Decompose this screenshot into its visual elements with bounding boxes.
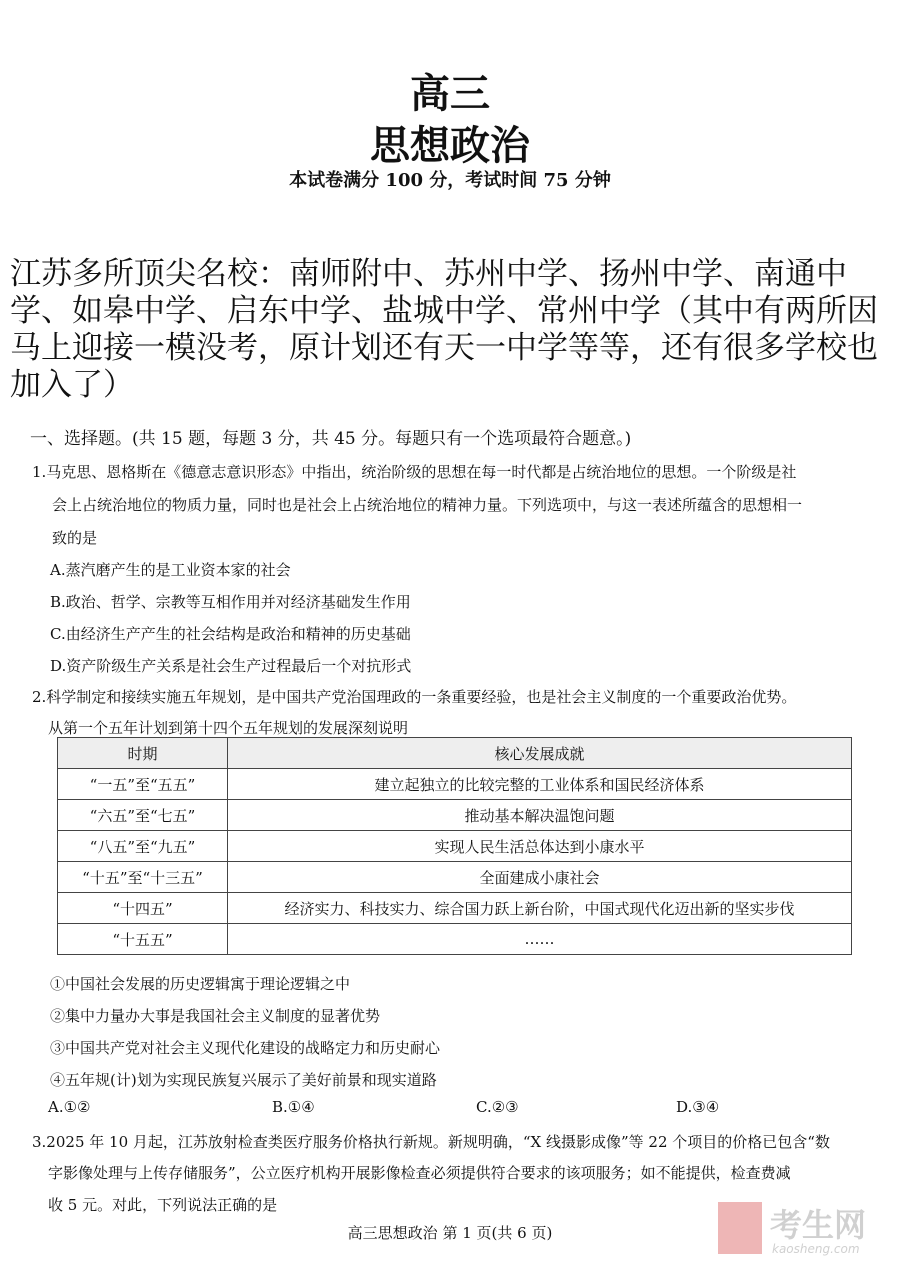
table-cell-period: “十五”至“十三五” [58, 862, 228, 893]
logo-icon [718, 1202, 762, 1254]
table-cell-period: “十五五” [58, 924, 228, 955]
q1-line3: 致的是 [52, 529, 98, 547]
q2-choice-b: B.①④ [272, 1098, 315, 1116]
q2-choice-d: D.③④ [676, 1098, 720, 1116]
table-row [58, 893, 852, 924]
q3-line2: 字影像处理与上传存储服务”，公立医疗机构开展影像检查必须提供符合要求的该项服务；如不能提供，检查费减 [48, 1164, 791, 1182]
table-header-row [58, 738, 852, 769]
table-cell-period: “一五”至“五五” [58, 769, 228, 800]
watermark-logo [718, 1198, 878, 1260]
q1-option-a: A.蒸汽磨产生的是工业资本家的社会 [50, 561, 291, 579]
q1-line1: 1.马克思、恩格斯在《德意志意识形态》中指出，统治阶级的思想在每一时代都是占统治地位的思想。一个阶级是社 [32, 463, 797, 481]
q2-line2: 从第一个五年计划到第十四个五年规划的发展深刻说明 [48, 719, 409, 737]
q3-line1: 3.2025 年 10 月起，江苏放射检查类医疗服务价格执行新规。新规明确，“X 线摄影成像”等 22 个项目的价格已包含“数 [32, 1133, 830, 1151]
table-row [58, 831, 852, 862]
q2-statement-4: ④五年规(计)划为实现民族复兴展示了美好前景和现实道路 [50, 1071, 437, 1089]
logo-name: 考生网 [770, 1206, 867, 1244]
q1-option-d: D.资产阶级生产关系是社会生产过程最后一个对抗形式 [50, 657, 412, 675]
exam-info: 本试卷满分 100 分，考试时间 75 分钟 [289, 170, 611, 191]
table-cell-achievement: 经济实力、科技实力、综合国力跃上新台阶，中国式现代化迈出新的坚实步伐 [228, 893, 852, 924]
table-row [58, 800, 852, 831]
table-cell-achievement: 实现人民生活总体达到小康水平 [228, 831, 852, 862]
q2-statement-3: ③中国共产党对社会主义现代化建设的战略定力和历史耐心 [50, 1039, 441, 1057]
table-cell-period: “十四五” [58, 893, 228, 924]
table-row [58, 924, 852, 955]
schools-note: 江苏多所顶尖名校：南师附中、苏州中学、扬州中学、南通中学、如皋中学、启东中学、盐城中学、常州中学（其中有两所因马上迎接一模没考，原计划还有天一中学等等，还有很多学校也加入了） [10, 256, 878, 403]
section-title: 一、选择题。(共 15 题，每题 3 分，共 45 分。每题只有一个选项最符合题意。) [30, 429, 632, 449]
subject-title: 思想政治 [370, 122, 530, 169]
five-year-plan-table [57, 737, 852, 955]
grade-title: 高三 [410, 70, 490, 117]
table-cell-achievement: 全面建成小康社会 [228, 862, 852, 893]
table-cell-achievement: 建立起独立的比较完整的工业体系和国民经济体系 [228, 769, 852, 800]
table-row [58, 862, 852, 893]
q2-choice-a: A.①② [48, 1098, 91, 1116]
q3-line3: 收 5 元。对此，下列说法正确的是 [48, 1196, 278, 1214]
table-header-period: 时期 [58, 738, 228, 769]
table-cell-period: “八五”至“九五” [58, 831, 228, 862]
q2-choice-c: C.②③ [476, 1098, 519, 1116]
q1-line2: 会上占统治地位的物质力量，同时也是社会上占统治地位的精神力量。下列选项中，与这一表述所蕴含的思想相一 [52, 496, 803, 514]
q2-line1: 2.科学制定和接续实施五年规划，是中国共产党治国理政的一条重要经验，也是社会主义制度的一个重要政治优势。 [32, 688, 797, 706]
table-cell-achievement: 推动基本解决温饱问题 [228, 800, 852, 831]
table-cell-period: “六五”至“七五” [58, 800, 228, 831]
logo-domain: kaosheng.com [772, 1242, 860, 1256]
table-header-achievement: 核心发展成就 [228, 738, 852, 769]
table-row [58, 769, 852, 800]
q1-option-b: B.政治、哲学、宗教等互相作用并对经济基础发生作用 [50, 593, 411, 611]
q2-statement-2: ②集中力量办大事是我国社会主义制度的显著优势 [50, 1007, 381, 1025]
q1-option-c: C.由经济生产产生的社会结构是政治和精神的历史基础 [50, 625, 411, 643]
page-footer: 高三思想政治 第 1 页(共 6 页) [347, 1224, 553, 1242]
q2-statement-1: ①中国社会发展的历史逻辑寓于理论逻辑之中 [50, 975, 351, 993]
table-cell-achievement: …… [228, 924, 852, 955]
